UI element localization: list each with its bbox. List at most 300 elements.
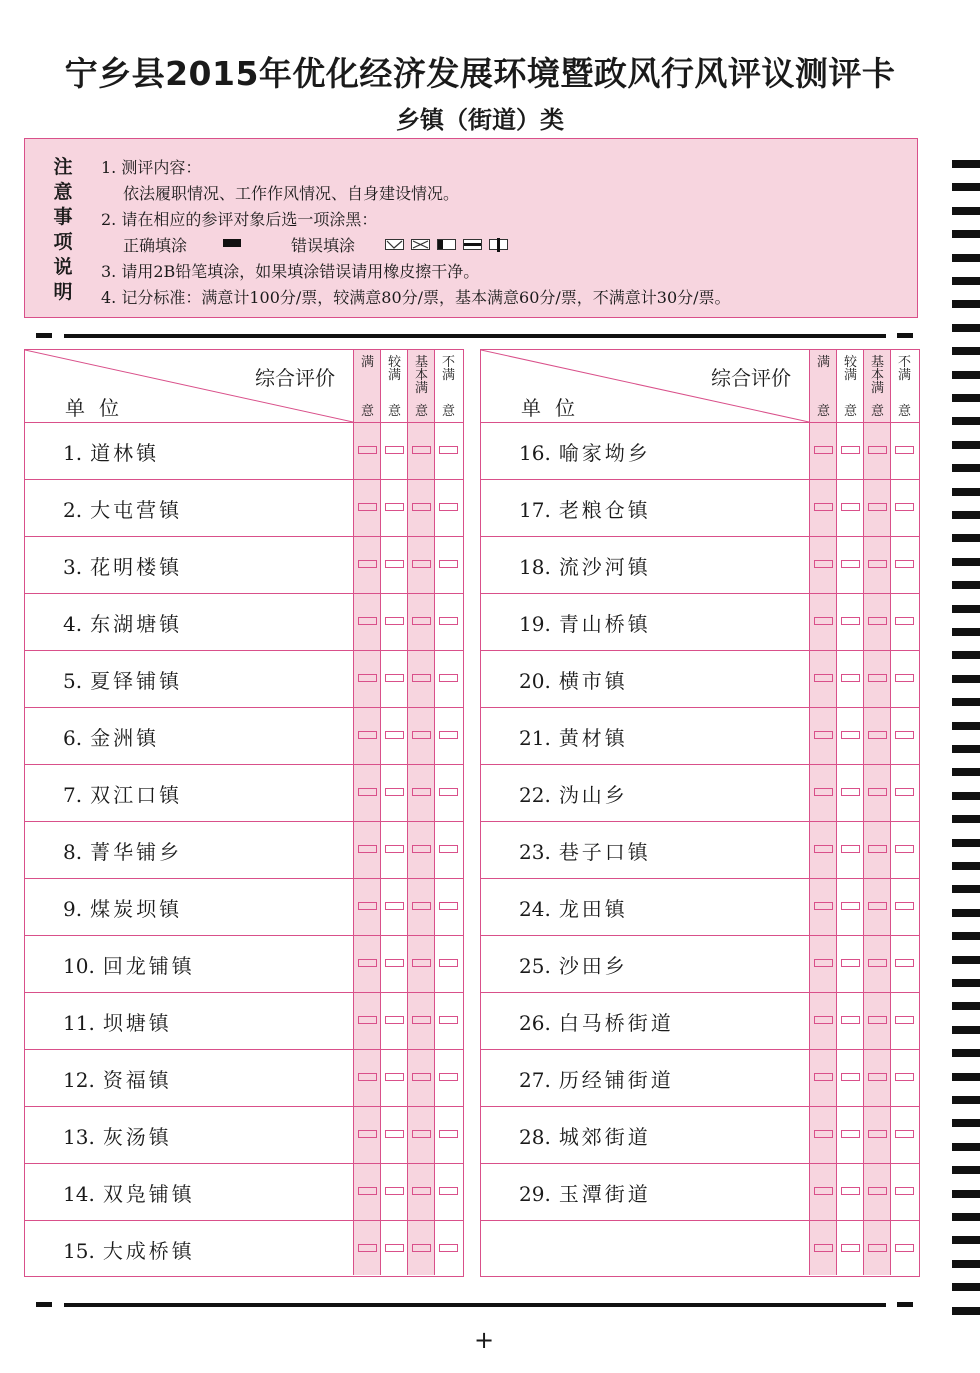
unit-row-label	[519, 1007, 674, 1036]
row-divider	[481, 935, 919, 936]
rating-bubble[interactable]	[412, 1016, 431, 1024]
center-crosshair: +	[474, 1326, 495, 1354]
rating-bubble[interactable]	[895, 617, 914, 625]
rating-bubble[interactable]	[412, 503, 431, 511]
rating-bubble[interactable]	[895, 731, 914, 739]
rating-bubble[interactable]	[814, 446, 833, 454]
unit-name: 煤炭坝镇	[90, 897, 183, 921]
note-item-1-detail: 依法履职情况、工作作风情况、自身建设情况。	[123, 184, 460, 203]
unit-row-label	[519, 1178, 651, 1207]
rating-bubble[interactable]	[814, 959, 833, 967]
rating-bubble[interactable]	[385, 446, 404, 454]
rating-bubble[interactable]	[439, 959, 458, 967]
timing-mark	[952, 1073, 980, 1081]
unit-name: 黄材镇	[558, 726, 628, 750]
unit-row-label	[519, 665, 628, 694]
row-divider	[481, 593, 919, 594]
timing-mark	[952, 651, 980, 659]
rating-bubble[interactable]	[841, 1187, 860, 1195]
rating-column	[836, 350, 863, 1275]
timing-mark	[952, 488, 980, 496]
rating-bubble[interactable]	[841, 1130, 860, 1138]
rating-bubble[interactable]	[814, 1244, 833, 1252]
rating-bubble[interactable]	[841, 902, 860, 910]
rating-bubble[interactable]	[412, 1244, 431, 1252]
rating-bubble[interactable]	[439, 1244, 458, 1252]
rating-bubble[interactable]	[358, 560, 377, 568]
timing-mark	[952, 628, 980, 636]
row-divider	[25, 992, 463, 993]
rating-bubble[interactable]	[439, 845, 458, 853]
rating-bubble[interactable]	[868, 731, 887, 739]
rating-bubble[interactable]	[439, 731, 458, 739]
row-divider	[25, 650, 463, 651]
unit-number: 24.	[519, 897, 551, 921]
timing-mark	[952, 511, 980, 519]
rating-column-footer: 意	[414, 404, 428, 419]
unit-number: 15.	[63, 1239, 95, 1263]
rating-bubble[interactable]	[868, 674, 887, 682]
rating-bubble[interactable]	[814, 503, 833, 511]
unit-number: 13.	[63, 1125, 95, 1149]
rating-bubble[interactable]	[814, 788, 833, 796]
unit-number: 7.	[63, 783, 83, 807]
rating-column-footer: 意	[870, 404, 884, 419]
unit-number: 11.	[63, 1011, 95, 1035]
rating-bubble[interactable]	[895, 560, 914, 568]
note-item-3: 3. 请用2B铅笔填涂，如果填涂错误请用橡皮擦干净。	[101, 262, 480, 281]
unit-row-label	[63, 950, 195, 979]
rating-bubble[interactable]	[385, 959, 404, 967]
rating-bubble[interactable]	[868, 959, 887, 967]
rating-bubble[interactable]	[358, 674, 377, 682]
timing-mark	[952, 1143, 980, 1151]
unit-name: 沙田乡	[558, 954, 628, 978]
rating-bubble[interactable]	[868, 1016, 887, 1024]
row-divider	[481, 707, 919, 708]
rating-bubble[interactable]	[385, 731, 404, 739]
timing-mark	[952, 558, 980, 566]
unit-row-label	[63, 893, 182, 922]
row-divider	[481, 1049, 919, 1050]
rating-bubble[interactable]	[358, 1016, 377, 1024]
heading-char: 说	[53, 256, 73, 278]
timing-mark	[952, 698, 980, 706]
rating-bubble[interactable]	[412, 959, 431, 967]
timing-mark	[952, 839, 980, 847]
unit-name: 菁华铺乡	[90, 840, 183, 864]
rating-column-footer: 意	[843, 404, 857, 419]
rating-bubble[interactable]	[841, 503, 860, 511]
rating-bubble[interactable]	[358, 902, 377, 910]
rating-bubble[interactable]	[841, 617, 860, 625]
timing-mark	[952, 1049, 980, 1057]
rating-bubble[interactable]	[358, 1130, 377, 1138]
unit-name: 花明楼镇	[90, 555, 183, 579]
rating-bubble[interactable]	[358, 617, 377, 625]
rating-column	[890, 350, 917, 1275]
unit-number: 12.	[63, 1068, 95, 1092]
unit-number: 28.	[519, 1125, 551, 1149]
unit-name: 城郊街道	[558, 1125, 651, 1149]
rating-column	[809, 350, 836, 1275]
timing-mark	[952, 1026, 980, 1034]
row-divider	[481, 878, 919, 879]
unit-row-label	[519, 836, 651, 865]
header-eval-label: 综合评价	[711, 366, 791, 390]
rating-bubble[interactable]	[895, 503, 914, 511]
wrong-fill-examples-icon	[385, 238, 515, 252]
unit-row-label	[63, 551, 182, 580]
rating-bubble[interactable]	[358, 446, 377, 454]
rating-bubble[interactable]	[385, 1244, 404, 1252]
row-divider	[25, 479, 463, 480]
header-unit-label: 单位	[521, 396, 589, 420]
unit-name: 双江口镇	[90, 783, 183, 807]
rating-bubble[interactable]	[895, 959, 914, 967]
rating-bubble[interactable]	[841, 959, 860, 967]
correct-fill-mark-icon	[223, 239, 241, 247]
unit-number: 6.	[63, 726, 83, 750]
rating-column-header: 满	[361, 355, 375, 370]
unit-name: 横市镇	[558, 669, 628, 693]
rating-bubble[interactable]	[412, 845, 431, 853]
rating-bubble[interactable]	[841, 1244, 860, 1252]
unit-row-label	[63, 494, 182, 523]
rating-bubble[interactable]	[868, 1244, 887, 1252]
rating-bubble[interactable]	[814, 902, 833, 910]
wrong-fill-marks-icon	[385, 237, 515, 249]
rating-columns	[353, 350, 463, 1275]
rating-bubble[interactable]	[385, 503, 404, 511]
unit-name: 喻家坳乡	[558, 441, 651, 465]
fill-example-row	[123, 233, 356, 256]
timing-mark	[952, 417, 980, 425]
unit-number: 19.	[519, 612, 551, 636]
note-item-1: 1. 测评内容：	[101, 158, 202, 177]
rating-bubble[interactable]	[412, 788, 431, 796]
rating-bubble[interactable]	[814, 674, 833, 682]
rating-column-header: 不满	[442, 355, 456, 383]
timing-mark	[952, 534, 980, 542]
timing-mark	[952, 1213, 980, 1221]
note-item-4: 4. 记分标准：满意计100分/票，较满意80分/票，基本满意60分/票，不满意计30分/票。	[101, 288, 731, 307]
rating-bubble[interactable]	[868, 1130, 887, 1138]
unit-number: 26.	[519, 1011, 551, 1035]
rating-bubble[interactable]	[895, 674, 914, 682]
rating-column	[863, 350, 890, 1275]
unit-name: 回龙铺镇	[102, 954, 195, 978]
rating-bubble[interactable]	[868, 902, 887, 910]
unit-name: 白马桥街道	[558, 1011, 674, 1035]
row-divider	[25, 593, 463, 594]
unit-name: 流沙河镇	[558, 555, 651, 579]
row-divider	[25, 878, 463, 879]
rating-bubble[interactable]	[412, 617, 431, 625]
rating-bubble[interactable]	[895, 1244, 914, 1252]
rating-bubble[interactable]	[868, 1187, 887, 1195]
table-header-cell	[481, 350, 809, 422]
rating-bubble[interactable]	[895, 845, 914, 853]
row-divider	[481, 992, 919, 993]
rating-bubble[interactable]	[895, 1187, 914, 1195]
unit-name: 巷子口镇	[558, 840, 651, 864]
rating-bubble[interactable]	[412, 560, 431, 568]
timing-mark	[952, 277, 980, 285]
rating-bubble[interactable]	[439, 902, 458, 910]
unit-row-label	[519, 950, 628, 979]
instructions-heading	[51, 155, 75, 305]
rating-bubble[interactable]	[385, 1073, 404, 1081]
row-divider	[481, 650, 919, 651]
unit-name: 大成桥镇	[102, 1239, 195, 1263]
registration-mark	[897, 333, 913, 338]
heading-char: 意	[53, 181, 73, 203]
rating-bubble[interactable]	[358, 503, 377, 511]
rating-bubble[interactable]	[385, 560, 404, 568]
row-divider	[25, 707, 463, 708]
unit-number: 23.	[519, 840, 551, 864]
rating-bubble[interactable]	[814, 617, 833, 625]
rating-bubble[interactable]	[385, 1187, 404, 1195]
rating-bubble[interactable]	[814, 1187, 833, 1195]
rating-bubble[interactable]	[841, 446, 860, 454]
rating-bubble[interactable]	[868, 788, 887, 796]
unit-row-label	[519, 722, 628, 751]
rating-bubble[interactable]	[439, 560, 458, 568]
rating-bubble[interactable]	[358, 1244, 377, 1252]
rating-bubble[interactable]	[895, 788, 914, 796]
timing-mark	[952, 300, 980, 308]
unit-name: 双凫铺镇	[102, 1182, 195, 1206]
unit-number: 21.	[519, 726, 551, 750]
rating-bubble[interactable]	[385, 617, 404, 625]
row-divider	[481, 1220, 919, 1221]
timing-mark	[952, 394, 980, 402]
unit-number: 2.	[63, 498, 83, 522]
rating-bubble[interactable]	[439, 1073, 458, 1081]
rating-bubble[interactable]	[868, 845, 887, 853]
rating-bubble[interactable]	[841, 788, 860, 796]
rating-bubble[interactable]	[439, 674, 458, 682]
rating-bubble[interactable]	[439, 1130, 458, 1138]
header-unit-label: 单位	[65, 396, 133, 420]
unit-row-label	[63, 836, 182, 865]
rating-bubble[interactable]	[358, 845, 377, 853]
rating-bubble[interactable]	[895, 446, 914, 454]
row-divider	[25, 1106, 463, 1107]
timing-mark	[952, 371, 980, 379]
rating-bubble[interactable]	[358, 1187, 377, 1195]
unit-row-label	[519, 1064, 674, 1093]
rating-column	[353, 350, 380, 1275]
unit-name: 资福镇	[102, 1068, 172, 1092]
rating-bubble[interactable]	[385, 902, 404, 910]
timing-mark	[952, 183, 980, 191]
rating-column-footer: 意	[816, 404, 830, 419]
rating-bubble[interactable]	[412, 1073, 431, 1081]
timing-mark	[952, 1260, 980, 1268]
timing-mark	[952, 862, 980, 870]
rating-bubble[interactable]	[439, 446, 458, 454]
timing-mark	[952, 909, 980, 917]
timing-mark	[952, 932, 980, 940]
timing-mark	[952, 745, 980, 753]
rating-bubble[interactable]	[358, 1073, 377, 1081]
row-divider	[25, 1163, 463, 1164]
evaluation-table-left	[24, 349, 464, 1277]
rating-bubble[interactable]	[814, 1016, 833, 1024]
rating-bubble[interactable]	[412, 446, 431, 454]
evaluation-table-right	[480, 349, 920, 1277]
rating-column-header: 基本满	[415, 355, 429, 396]
unit-number: 14.	[63, 1182, 95, 1206]
unit-row-label	[63, 1121, 172, 1150]
rating-bubble[interactable]	[868, 446, 887, 454]
timing-mark	[952, 324, 980, 332]
rating-bubble[interactable]	[841, 560, 860, 568]
unit-name: 青山桥镇	[558, 612, 651, 636]
timing-mark	[952, 581, 980, 589]
header-eval-label: 综合评价	[255, 366, 335, 390]
row-divider	[481, 764, 919, 765]
rating-bubble[interactable]	[439, 503, 458, 511]
rating-bubble[interactable]	[385, 845, 404, 853]
rating-bubble[interactable]	[841, 674, 860, 682]
unit-name: 灰汤镇	[102, 1125, 172, 1149]
unit-row-label	[63, 1178, 195, 1207]
row-divider	[25, 422, 463, 423]
rating-bubble[interactable]	[385, 1016, 404, 1024]
rating-bubble[interactable]	[895, 1016, 914, 1024]
page-subtitle: 乡镇（街道）类	[396, 106, 564, 134]
unit-number: 27.	[519, 1068, 551, 1092]
timing-mark	[952, 675, 980, 683]
unit-number: 5.	[63, 669, 83, 693]
unit-number: 22.	[519, 783, 551, 807]
rating-bubble[interactable]	[358, 959, 377, 967]
unit-number: 25.	[519, 954, 551, 978]
unit-row-label	[63, 1007, 172, 1036]
unit-name: 道林镇	[90, 441, 160, 465]
rating-bubble[interactable]	[814, 1130, 833, 1138]
rating-bubble[interactable]	[385, 1130, 404, 1138]
correct-fill-label: 正确填涂	[123, 236, 188, 255]
timing-mark	[952, 1119, 980, 1127]
note-item-2: 2. 请在相应的参评对象后选一项涂黑：	[101, 210, 378, 229]
rating-bubble[interactable]	[439, 1187, 458, 1195]
rating-bubble[interactable]	[868, 617, 887, 625]
rating-bubble[interactable]	[412, 902, 431, 910]
rating-bubble[interactable]	[895, 1130, 914, 1138]
unit-number: 10.	[63, 954, 95, 978]
unit-name: 龙田镇	[558, 897, 628, 921]
rating-bubble[interactable]	[841, 731, 860, 739]
registration-mark	[36, 333, 52, 338]
rating-bubble[interactable]	[814, 1073, 833, 1081]
separator-line	[64, 334, 886, 338]
rating-bubble[interactable]	[439, 617, 458, 625]
rating-bubble[interactable]	[814, 845, 833, 853]
rating-bubble[interactable]	[385, 674, 404, 682]
row-divider	[25, 1220, 463, 1221]
row-divider	[481, 821, 919, 822]
rating-bubble[interactable]	[439, 788, 458, 796]
timing-mark	[952, 722, 980, 730]
rating-bubble[interactable]	[358, 731, 377, 739]
row-divider	[25, 536, 463, 537]
timing-mark	[952, 207, 980, 215]
timing-mark	[952, 230, 980, 238]
heading-char: 明	[53, 281, 73, 303]
timing-mark	[952, 885, 980, 893]
rating-column	[407, 350, 434, 1275]
unit-number: 20.	[519, 669, 551, 693]
rating-bubble[interactable]	[358, 788, 377, 796]
unit-number: 9.	[63, 897, 83, 921]
unit-number: 4.	[63, 612, 83, 636]
timing-mark	[952, 347, 980, 355]
unit-name: 金洲镇	[90, 726, 160, 750]
unit-number: 16.	[519, 441, 551, 465]
unit-number: 1.	[63, 441, 83, 465]
rating-bubble[interactable]	[439, 1016, 458, 1024]
row-divider	[481, 1163, 919, 1164]
rating-column-footer: 意	[897, 404, 911, 419]
rating-bubble[interactable]	[868, 1073, 887, 1081]
rating-bubble[interactable]	[412, 1187, 431, 1195]
rating-column-header: 满	[817, 355, 831, 370]
timing-mark	[952, 1307, 980, 1315]
timing-mark	[952, 768, 980, 776]
unit-name: 坝塘镇	[102, 1011, 172, 1035]
unit-number: 17.	[519, 498, 551, 522]
rating-bubble[interactable]	[868, 560, 887, 568]
unit-name: 历经铺街道	[558, 1068, 674, 1092]
timing-mark	[952, 605, 980, 613]
rating-bubble[interactable]	[385, 788, 404, 796]
rating-bubble[interactable]	[868, 503, 887, 511]
rating-bubble[interactable]	[895, 1073, 914, 1081]
timing-mark	[952, 1002, 980, 1010]
rating-bubble[interactable]	[841, 845, 860, 853]
timing-mark	[952, 815, 980, 823]
timing-mark	[952, 1166, 980, 1174]
registration-mark	[897, 1302, 913, 1307]
row-divider	[25, 935, 463, 936]
rating-bubble[interactable]	[841, 1073, 860, 1081]
rating-bubble[interactable]	[814, 560, 833, 568]
rating-bubble[interactable]	[412, 674, 431, 682]
rating-bubble[interactable]	[841, 1016, 860, 1024]
unit-row-label	[63, 779, 182, 808]
row-divider	[25, 764, 463, 765]
rating-bubble[interactable]	[814, 731, 833, 739]
rating-bubble[interactable]	[412, 731, 431, 739]
separator-line	[64, 1303, 886, 1307]
row-divider	[481, 1106, 919, 1107]
rating-column	[434, 350, 461, 1275]
timing-mark	[952, 254, 980, 262]
rating-bubble[interactable]	[412, 1130, 431, 1138]
row-divider	[25, 821, 463, 822]
rating-bubble[interactable]	[895, 902, 914, 910]
rating-column-header: 基本满	[871, 355, 885, 396]
rating-columns	[809, 350, 919, 1275]
unit-row-label	[519, 779, 628, 808]
timing-mark	[952, 1190, 980, 1198]
unit-row-label	[519, 608, 651, 637]
